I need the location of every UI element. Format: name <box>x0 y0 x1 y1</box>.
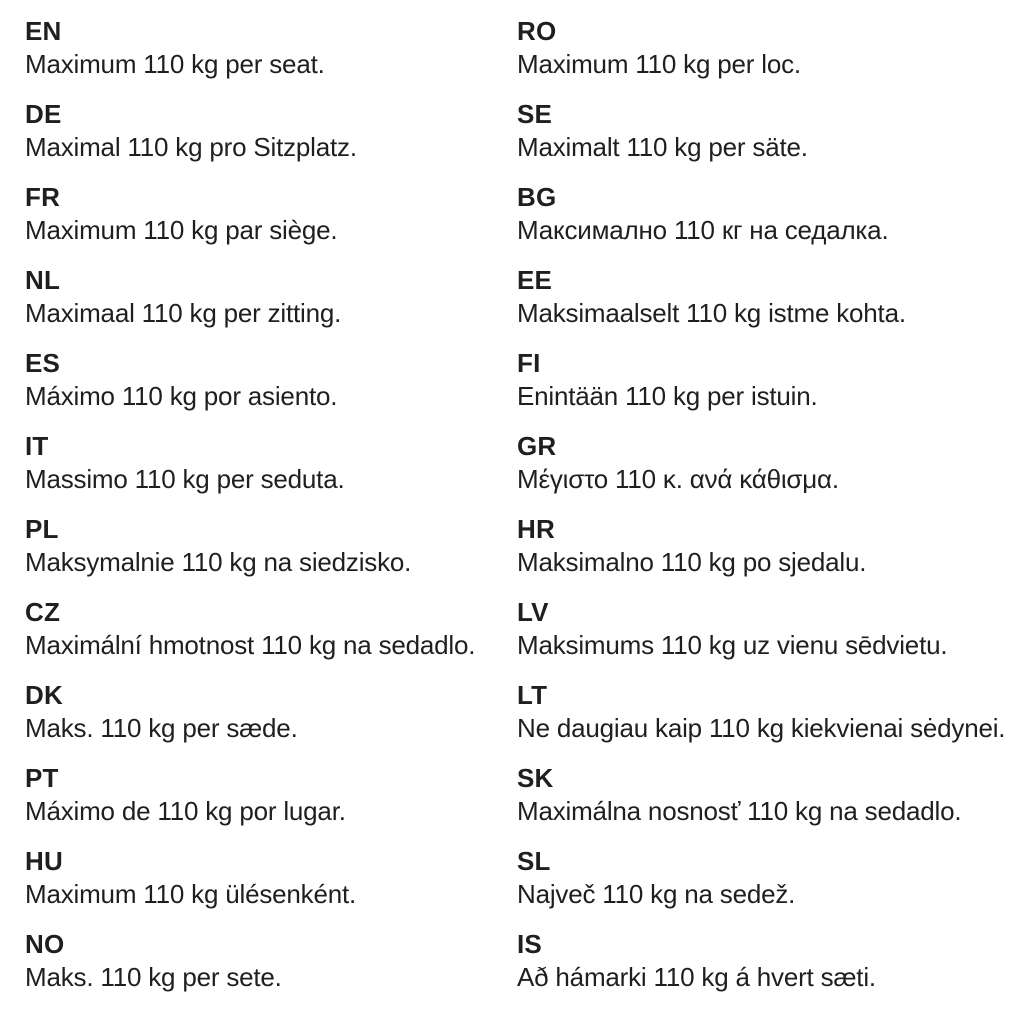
language-code: FI <box>517 348 541 378</box>
language-code: ES <box>25 348 61 378</box>
translation-text: Maksimaalselt 110 kg istme kohta. <box>517 298 906 328</box>
translation-text: Maximum 110 kg per seat. <box>25 49 325 79</box>
language-entry-nl <box>25 264 517 330</box>
language-entry-it <box>25 430 517 496</box>
translation-text: Maximum 110 kg par siège. <box>25 215 338 245</box>
translation-text: Enintään 110 kg per istuin. <box>517 381 818 411</box>
language-entry-ro <box>517 15 1024 81</box>
translation-text: Maximalt 110 kg per säte. <box>517 132 808 162</box>
language-entry-se <box>517 98 1024 164</box>
translation-text: Massimo 110 kg per seduta. <box>25 464 345 494</box>
translation-text: Maximální hmotnost 110 kg na sedadlo. <box>25 630 476 660</box>
language-code: GR <box>517 431 557 461</box>
language-code: DK <box>25 680 63 710</box>
language-code: DE <box>25 99 62 129</box>
translation-text: Максимално 110 кг на седалка. <box>517 215 889 245</box>
language-entry-lt <box>517 679 1024 745</box>
language-entry-de <box>25 98 517 164</box>
language-code: IS <box>517 929 542 959</box>
language-entry-no <box>25 928 517 994</box>
translation-text: Máximo de 110 kg por lugar. <box>25 796 346 826</box>
translation-text: Maximal 110 kg pro Sitzplatz. <box>25 132 357 162</box>
language-code: PL <box>25 514 59 544</box>
language-code: SK <box>517 763 554 793</box>
language-entry-lv <box>517 596 1024 662</box>
language-code: HU <box>25 846 63 876</box>
language-code: EN <box>25 16 62 46</box>
right-column <box>517 15 1024 1011</box>
language-entry-hr <box>517 513 1024 579</box>
translation-text: Maksimalno 110 kg po sjedalu. <box>517 547 867 577</box>
translation-text: Maximálna nosnosť 110 kg na sedadlo. <box>517 796 962 826</box>
language-entry-sk <box>517 762 1024 828</box>
language-entry-gr <box>517 430 1024 496</box>
left-column <box>25 15 517 1011</box>
language-code: LV <box>517 597 549 627</box>
language-code: HR <box>517 514 555 544</box>
language-entry-sl <box>517 845 1024 911</box>
translation-text: Maximaal 110 kg per zitting. <box>25 298 342 328</box>
language-entry-is <box>517 928 1024 994</box>
language-code: LT <box>517 680 548 710</box>
language-entry-pt <box>25 762 517 828</box>
language-code: CZ <box>25 597 61 627</box>
language-code: RO <box>517 16 557 46</box>
language-code: FR <box>25 182 61 212</box>
translation-text: Maks. 110 kg per sete. <box>25 962 282 992</box>
translation-text: Máximo 110 kg por asiento. <box>25 381 338 411</box>
translation-text: Ne daugiau kaip 110 kg kiekvienai sėdynei. <box>517 713 1006 743</box>
language-code: SE <box>517 99 553 129</box>
language-code: BG <box>517 182 557 212</box>
language-entry-es <box>25 347 517 413</box>
translation-text: Að hámarki 110 kg á hvert sæti. <box>517 962 876 992</box>
language-entry-hu <box>25 845 517 911</box>
translation-text: Maks. 110 kg per sæde. <box>25 713 298 743</box>
translation-text: Največ 110 kg na sedež. <box>517 879 796 909</box>
translation-text: Maksymalnie 110 kg na siedzisko. <box>25 547 412 577</box>
language-code: NL <box>25 265 61 295</box>
translation-text: Maksimums 110 kg uz vienu sēdvietu. <box>517 630 948 660</box>
translation-text: Maximum 110 kg ülésenként. <box>25 879 357 909</box>
language-entry-fr <box>25 181 517 247</box>
translation-text: Maximum 110 kg per loc. <box>517 49 801 79</box>
translation-text: Μέγιστο 110 κ. ανά κάθισμα. <box>517 464 839 494</box>
language-entry-bg <box>517 181 1024 247</box>
language-code: NO <box>25 929 65 959</box>
language-code: EE <box>517 265 553 295</box>
language-code: SL <box>517 846 551 876</box>
language-entry-pl <box>25 513 517 579</box>
language-entry-cz <box>25 596 517 662</box>
language-code: IT <box>25 431 49 461</box>
language-entry-dk <box>25 679 517 745</box>
language-entry-en <box>25 15 517 81</box>
language-code: PT <box>25 763 59 793</box>
language-entry-ee <box>517 264 1024 330</box>
language-entry-fi <box>517 347 1024 413</box>
